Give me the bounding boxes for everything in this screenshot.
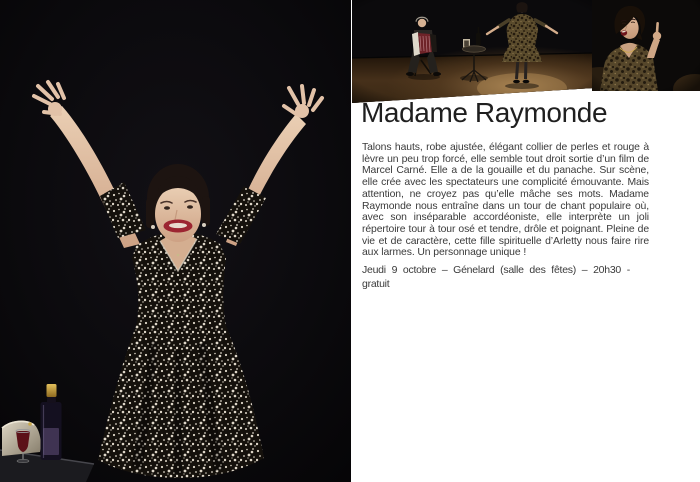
- closeup-photo-art: [592, 0, 700, 91]
- event-date-line2: gratuit: [362, 277, 390, 290]
- bottle-capsule: [47, 384, 57, 397]
- closeup-photo: [592, 0, 700, 91]
- stage-photo: [352, 0, 592, 103]
- body-paragraph: Talons hauts, robe ajustée, élégant collier de perles et rouge à lèvre un peu trop forcé, elle semble tout droit sortie d’un film de Marcel Carné. Elle a de la gouaille et du panache. Sur scène, elle crée avec les spectateurs une complicité émouvante. Mais attention, ne croyez pas qu’elle mâche ses mots. Madame Raymonde nous entraîne dans un tour de chant populaire où, avec son inséparable accordéoniste, elle interprète un joli répertoire tour à tour osé et tendre, drôle et poignant. Pleine de vie et de caractère, cette fille spirituelle d’Arletty nous faire rire aux larmes. Un personnage unique !: [362, 142, 649, 259]
- stage-photo-art: [352, 0, 592, 103]
- page-title: Madame Raymonde: [361, 97, 608, 128]
- event-date: [362, 264, 630, 291]
- event-date-line1: Jeudi 9 octobre – Génelard (salle des fêtes) – 20h30 -: [362, 264, 630, 276]
